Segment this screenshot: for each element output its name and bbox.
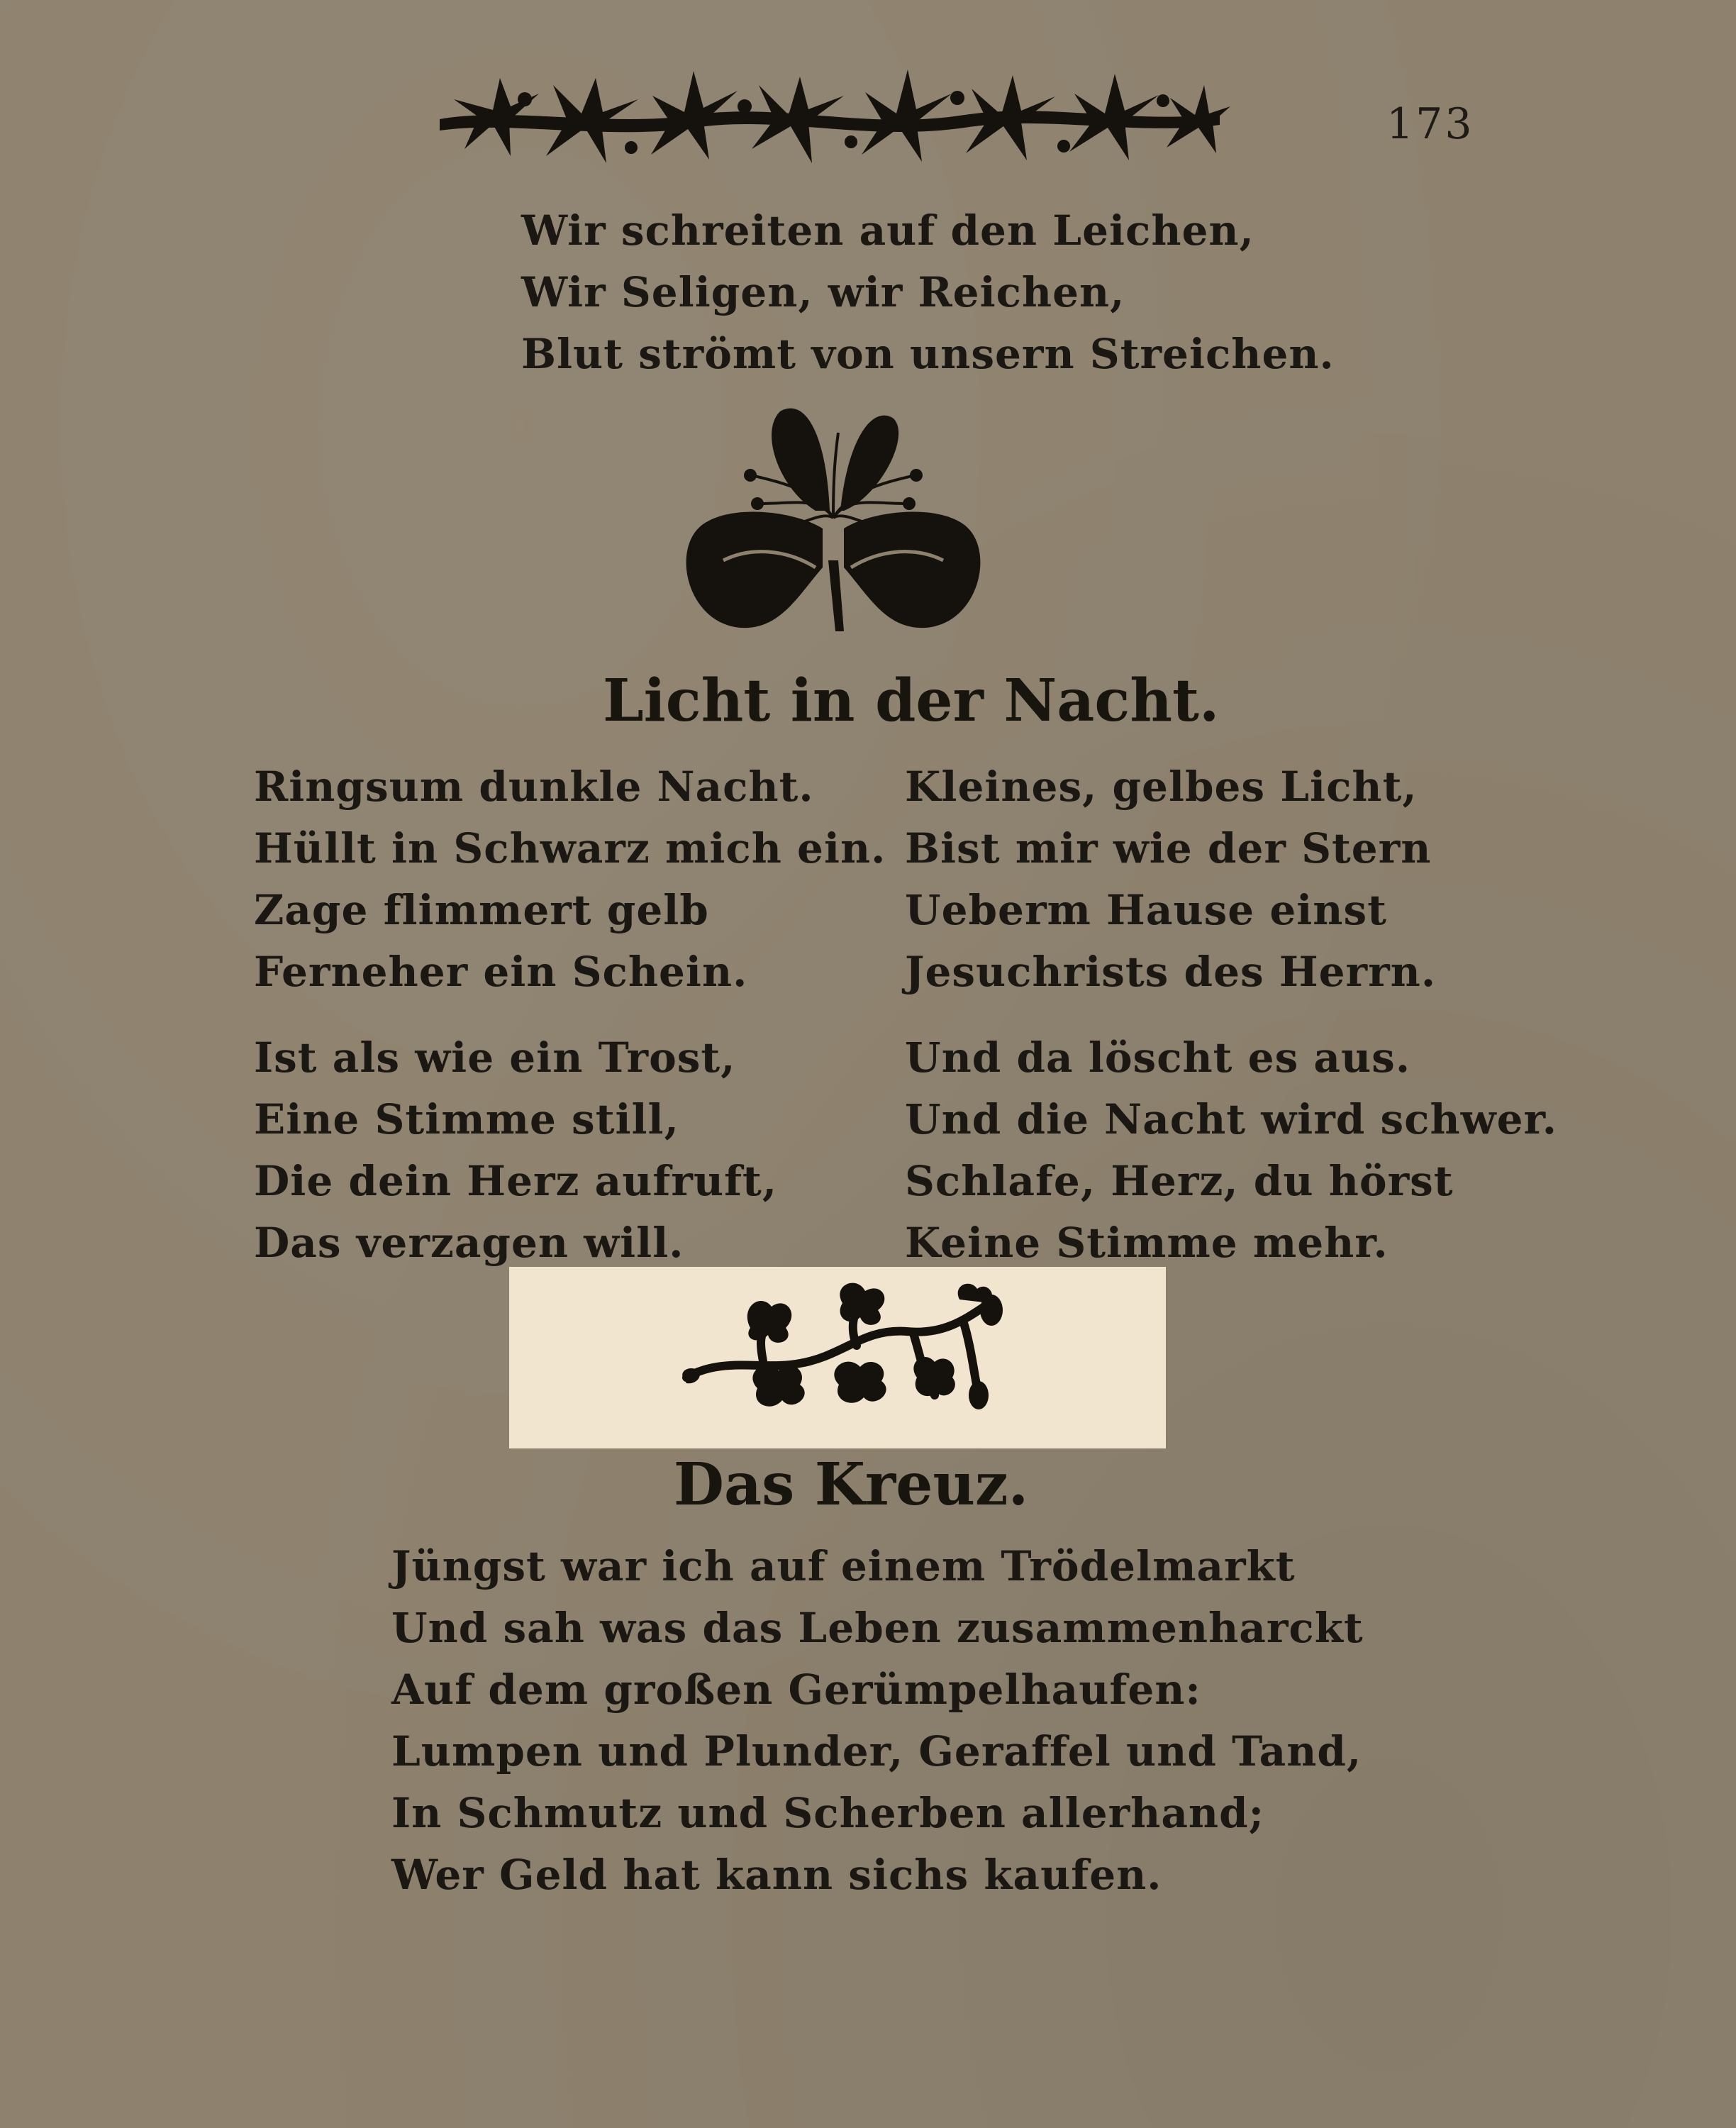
opening-stanza (521, 200, 1335, 385)
vine-vignette-icon (679, 1278, 1006, 1420)
verse-line: Eine Stimme still, (254, 1095, 679, 1143)
thorn-vignette-icon (425, 57, 1234, 177)
verse-line: Ist als wie ein Trost, (254, 1033, 736, 1082)
poem2-stanza (391, 1536, 1364, 1906)
verse-line: Wir Seligen, wir Reichen, (521, 268, 1125, 316)
poem1-right-stanza-2 (905, 1027, 1557, 1274)
verse-line: Das verzagen will. (254, 1219, 684, 1267)
page-number: 173 (1386, 99, 1474, 149)
verse-line: Lumpen und Plunder, Geraffel und Tand, (391, 1727, 1362, 1775)
verse-line: Auf dem großen Gerümpelhaufen: (391, 1666, 1201, 1714)
verse-line: Keine Stimme mehr. (905, 1219, 1389, 1267)
verse-line: Hüllt in Schwarz mich ein. (254, 824, 886, 872)
flower-vignette-icon (674, 404, 993, 638)
verse-line: Schlafe, Herz, du hörst (905, 1157, 1454, 1205)
poem1-right-stanza-1 (905, 756, 1436, 1003)
poem-title: Das Kreuz. (673, 1451, 1029, 1519)
verse-line: Bist mir wie der Stern (905, 824, 1432, 872)
verse-line: Ueberm Hause einst (905, 886, 1387, 934)
verse-line: Ringsum dunkle Nacht. (254, 763, 814, 811)
poem-title: Licht in der Nacht. (603, 667, 1220, 735)
verse-line: Und da löscht es aus. (905, 1033, 1411, 1082)
poem1-left-stanza-2 (254, 1027, 777, 1274)
verse-line: Ferneher ein Schein. (254, 948, 748, 996)
verse-line: Die dein Herz aufruft, (254, 1157, 778, 1205)
verse-line: Kleines, gelbes Licht, (905, 763, 1418, 811)
verse-line: Und sah was das Leben zusammenharckt (391, 1604, 1364, 1652)
verse-line: In Schmutz und Scherben allerhand; (391, 1789, 1265, 1837)
verse-line: Jesuchrists des Herrn. (905, 948, 1437, 996)
verse-line: Zage flimmert gelb (254, 886, 709, 934)
poem1-left-stanza-1 (254, 756, 886, 1003)
verse-line: Wir schreiten auf den Leichen, (521, 206, 1254, 255)
vignette-inset (509, 1267, 1166, 1448)
verse-line: Und die Nacht wird schwer. (905, 1095, 1557, 1143)
verse-line: Jüngst war ich auf einem Trödelmarkt (391, 1542, 1296, 1590)
verse-line: Blut strömt von unsern Streichen. (521, 330, 1335, 378)
verse-line: Wer Geld hat kann sichs kaufen. (391, 1851, 1162, 1899)
